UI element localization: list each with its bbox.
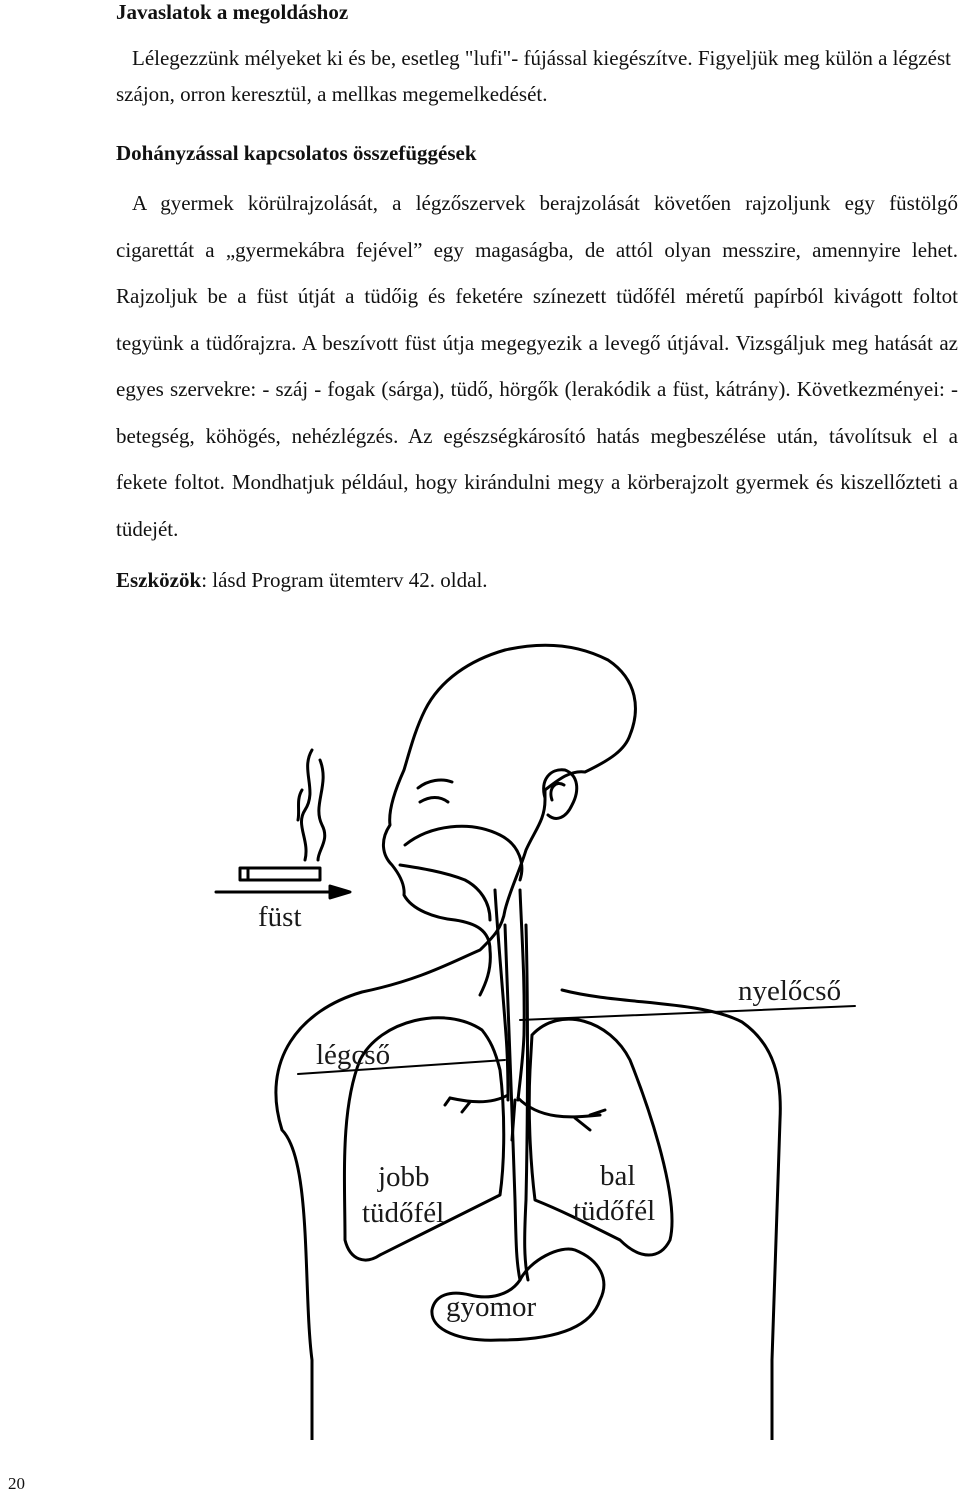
eye: [418, 780, 452, 788]
mouth-cavity: [400, 865, 490, 920]
page-number: 20: [8, 1474, 25, 1493]
bronchi: [450, 1095, 600, 1140]
tools-text: : lásd Program ütemterv 42. oldal.: [201, 568, 488, 592]
section-text-smoking: A gyermek körülrajzolását, a légzőszervek berajzolását követően rajzoljunk egy füstölgő cigarettát a „gyermekábra fejével” egy magaságba, de attól olyan messzire, amennyire lehet. Rajzoljuk be a füst útját a tüdőig és feketére színezett tüdőfél méretű papírból kivágott foltot tegyünk a tüdőrajzra. A beszívott füst útja megegyezik a levegő útjával. Vizsgáljuk meg hatását az egyes szervekre: - száj - fogak (sárga), tüdő, hörgők (lerakódik a füst, kátrány). Következményei: - betegség, köhögés, nehézlégzés. Az egészségkárosító hatás megbeszélése után, távolítsuk el a fekete foltot. Mondhatjuk például, hogy kirándulni megy a körberajzolt gyermek és kiszellőzteti a tüdejét.: [116, 191, 958, 541]
label-stomach: gyomor: [446, 1291, 537, 1323]
smoke-curl: [301, 750, 312, 860]
label-left-lung-1: bal: [600, 1160, 636, 1192]
label-left-lung-2: tüdőfél: [573, 1195, 656, 1227]
ear: [544, 770, 577, 819]
section-heading-suggestions: Javaslatok a megoldáshoz: [116, 0, 349, 24]
label-smoke: füst: [258, 901, 302, 933]
esophagus-tube: [505, 925, 520, 1280]
label-esophagus: nyelőcső: [738, 975, 842, 1007]
section-heading-smoking: Dohányzással kapcsolatos összefüggések: [116, 141, 477, 165]
respiratory-system-illustration: [0, 640, 960, 1440]
section-text-suggestions: Lélegezzünk mélyeket ki és be, esetleg "lufi"- fújással kiegészítve. Figyeljük meg külön a légzést szájon, orron keresztül, a mellkas megemelkedését.: [116, 46, 951, 106]
label-right-lung-2: tüdőfél: [362, 1197, 445, 1229]
nasal-cavity: [405, 826, 522, 880]
label-right-lung-1: jobb: [378, 1161, 430, 1193]
cigarette: [240, 868, 320, 880]
tools-label: Eszközök: [116, 568, 202, 592]
label-trachea: légcső: [316, 1039, 391, 1071]
tools-line: [116, 568, 958, 593]
